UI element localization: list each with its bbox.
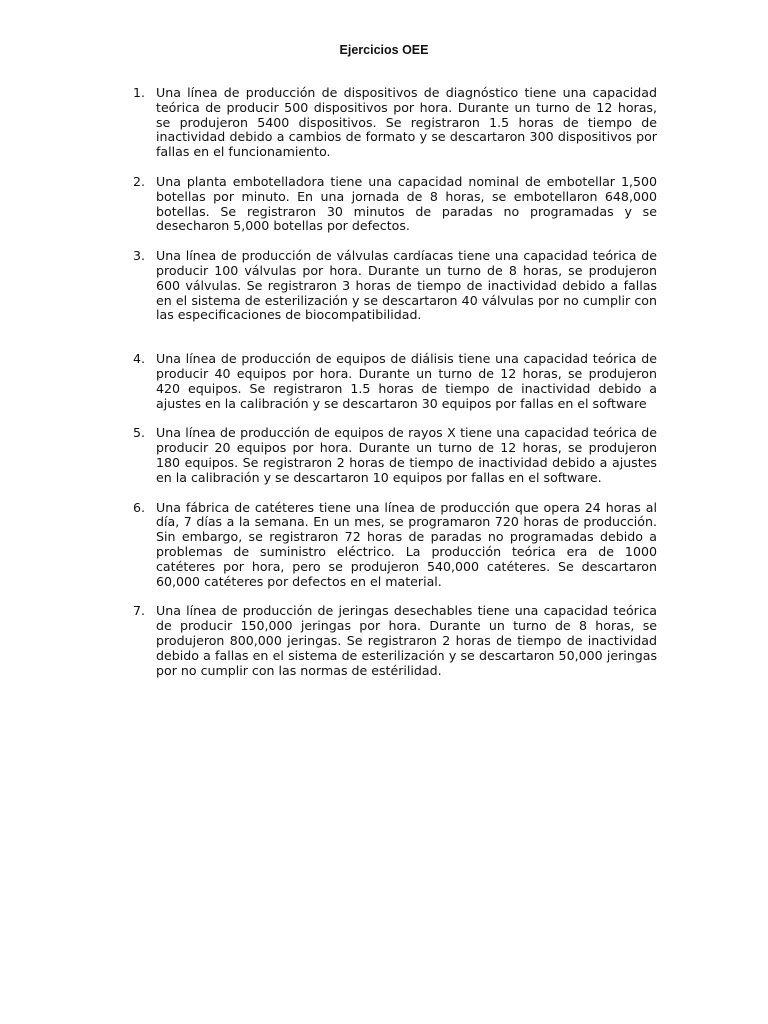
exercise-list xyxy=(130,86,657,693)
exercise-number: 6. xyxy=(133,499,146,515)
exercise-text: Una línea de producción de dispositivos de diagnóstico tiene una capacidad teórica de producir 500 dispositivos por hora. Durante un turno de 12 horas, se produjeron 5400 dispositivos. Se registraron 1.5 horas de tiempo de inactividad debido a cambios de formato y se descartaron 300 dispositivos por fallas en el funcionamiento. xyxy=(156,85,657,160)
exercise-item-5 xyxy=(130,426,657,485)
exercise-number: 1. xyxy=(133,85,146,100)
exercise-number: 5. xyxy=(133,425,146,441)
exercise-text: Una línea de producción de válvulas cardíacas tiene una capacidad teórica de producir 100 válvulas por hora. Durante un turno de 8 horas, se produjeron 600 válvulas. Se registraron 3 horas de tiempo de inactividad debido a fallas en el sistema de esterilización y se descartaron 40 válvulas por no cumplir con las especificaciones de biocompatibilidad. xyxy=(156,248,657,323)
exercise-item-7 xyxy=(130,604,657,678)
exercise-item-2 xyxy=(130,175,657,234)
exercise-number: 7. xyxy=(133,603,146,619)
exercise-text: Una fábrica de catéteres tiene una línea de producción que opera 24 horas al día, 7 días a la semana. En un mes, se programaron 720 horas de producción. Sin embargo, se registraron 72 horas de paradas no programadas debido a problemas de suministro eléctrico. La producción teórica era de 1000 catéteres por hora, pero se produjeron 540,000 catéteres. Se descartaron 60,000 catéteres por defectos en el material. xyxy=(156,499,657,589)
exercise-number: 3. xyxy=(133,248,146,264)
exercise-text: Una línea de producción de jeringas desechables tiene una capacidad teórica de producir 150,000 jeringas por hora. Durante un turno de 8 horas, se produjeron 800,000 jeringas. Se registraron 2 horas de tiempo de inactividad debido a fallas en el sistema de esterilización y se descartaron 50,000 jeringas por no cumplir con las normas de estérilidad. xyxy=(156,603,657,678)
exercise-text: Una línea de producción de equipos de diálisis tiene una capacidad teórica de producir 40 equipos por hora. Durante un turno de 12 horas, se produjeron 420 equipos. Se registraron 1.5 horas de tiempo de inactividad debido a ajustes en la calibración y se descartaron 30 equipos por fallas en el software xyxy=(156,351,657,411)
exercise-number: 4. xyxy=(133,351,146,367)
exercise-item-1 xyxy=(130,86,657,160)
document-title: Ejercicios OEE xyxy=(339,43,429,57)
exercise-item-3 xyxy=(130,249,657,323)
exercise-item-6 xyxy=(130,501,657,590)
exercise-text: Una planta embotelladora tiene una capacidad nominal de embotellar 1,500 botellas por minuto. En una jornada de 8 horas, se embotellaron 648,000 botellas. Se registraron 30 minutos de paradas no programadas y se desecharon 5,000 botellas por defectos. xyxy=(156,173,657,234)
exercise-item-4 xyxy=(130,352,657,411)
exercise-number: 2. xyxy=(133,173,146,189)
exercise-text: Una línea de producción de equipos de rayos X tiene una capacidad teórica de producir 20 equipos por hora. Durante un turno de 12 horas, se produjeron 180 equipos. Se registraron 2 horas de tiempo de inactividad debido a ajustes en la calibración y se descartaron 10 equipos por fallas en el software. xyxy=(156,425,657,485)
